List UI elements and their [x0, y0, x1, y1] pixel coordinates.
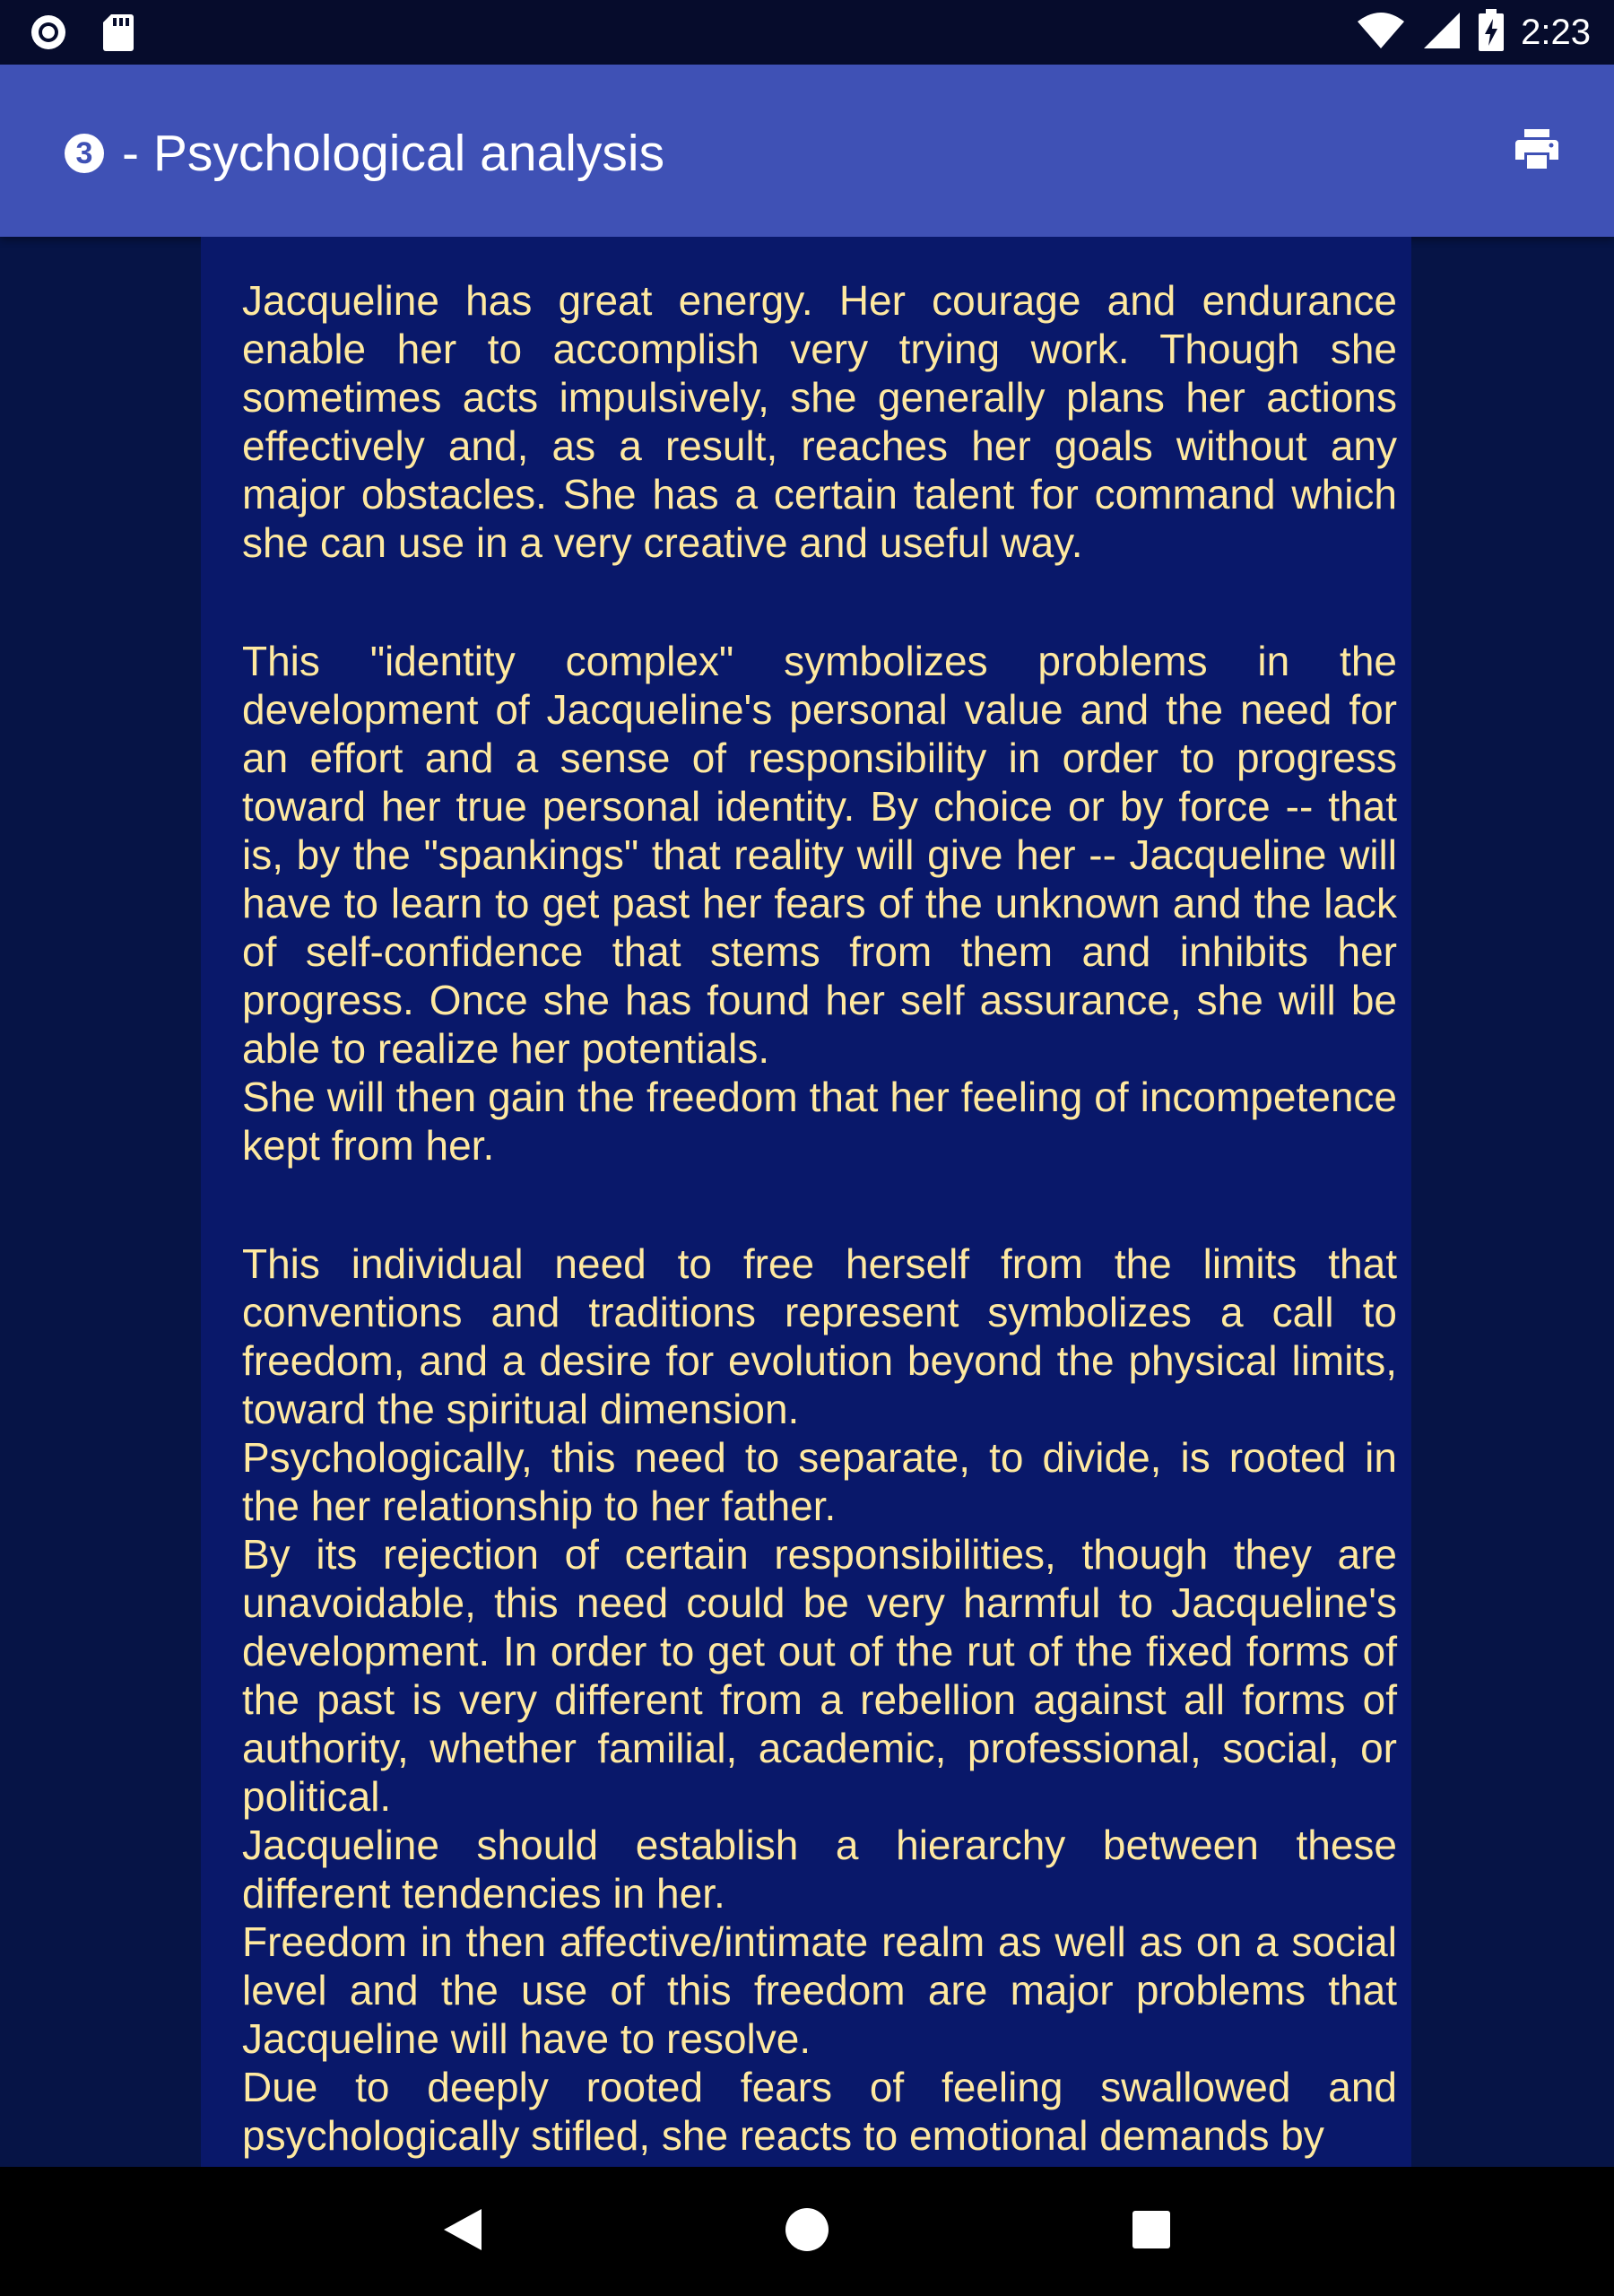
- back-button[interactable]: [438, 2206, 488, 2257]
- paragraph-line: This individual need to free herself from the limits that conventions and traditions represent symbolizes a call to freedom, and a desire for evolution beyond the physical limits, toward the spiritual dimension.: [242, 1240, 1397, 1432]
- status-clock: 2:23: [1521, 12, 1591, 52]
- app-bar: [0, 65, 1614, 237]
- status-bar: [0, 0, 1614, 65]
- paragraph-line: She will then gain the freedom that her feeling of incompetence kept from her.: [242, 1074, 1397, 1169]
- sd-card-icon: [102, 13, 134, 57]
- signal-icon: [1422, 11, 1462, 55]
- battery-charging-icon: [1478, 9, 1505, 57]
- paragraph-line: Freedom in then affective/intimate realm as well as on a social level and the use of this freedom are major problems that Jacqueline will have to resolve.: [242, 1918, 1397, 2062]
- analysis-paragraph-3: [242, 1239, 1397, 2160]
- status-right-icons: [1356, 5, 1591, 59]
- print-button[interactable]: [1510, 124, 1564, 178]
- home-icon: [784, 2206, 830, 2257]
- paragraph-line: This "identity complex" symbolizes problems in the development of Jacqueline's personal value and the need for an effort and a sense of responsibility in order to progress toward her true personal identity. By choice or by force -- that is, by the "spankings" that reality will give her -- Jacqueline will have to learn to get past her fears of the unknown and the lack of self-confidence that stems from them and inhibits her progress. Once she has found her self assurance, she will be able to realize her potentials.: [242, 638, 1397, 1072]
- analysis-paragraph-1: [242, 276, 1397, 567]
- analysis-paragraph-2: [242, 637, 1397, 1170]
- status-left-icons: [29, 13, 134, 57]
- section-number-badge: 3: [65, 134, 104, 173]
- content-scroll-area[interactable]: [0, 237, 1614, 2167]
- record-icon: [29, 13, 68, 57]
- paragraph-line: Psychologically, this need to separate, to divide, is rooted in the her relationship to her father.: [242, 1434, 1397, 1529]
- analysis-content-column: [201, 237, 1411, 2167]
- paragraph-line: By its rejection of certain responsibilities, though they are unavoidable, this need could be very harmful to Jacqueline's development. In order to get out of the rut of the fixed forms of the past is very different from a rebellion against all forms of authority, whether familial, academic, professional, social, or political.: [242, 1531, 1397, 1820]
- paragraph-line: Jacqueline should establish a hierarchy between these different tendencies in her.: [242, 1822, 1397, 1917]
- navigation-bar: [0, 2167, 1614, 2296]
- back-icon: [442, 2207, 483, 2257]
- recents-button[interactable]: [1126, 2206, 1176, 2257]
- wifi-icon: [1356, 11, 1406, 55]
- recents-icon: [1131, 2209, 1172, 2255]
- home-button[interactable]: [782, 2206, 832, 2257]
- paragraph-line: Jacqueline has great energy. Her courage and endurance enable her to accomplish very trying work. Though she sometimes acts impulsively, she generally plans her actions effectively and, as a result, reaches her goals without any major obstacles. She has a certain talent for command which she can use in a very creative and useful way.: [242, 277, 1397, 566]
- paragraph-line: Due to deeply rooted fears of feeling swallowed and psychologically stifled, she reacts to emotional demands by: [242, 2064, 1397, 2159]
- page-title: [65, 124, 664, 183]
- page-title-text: - Psychological analysis: [122, 125, 665, 182]
- print-icon: [1515, 129, 1558, 173]
